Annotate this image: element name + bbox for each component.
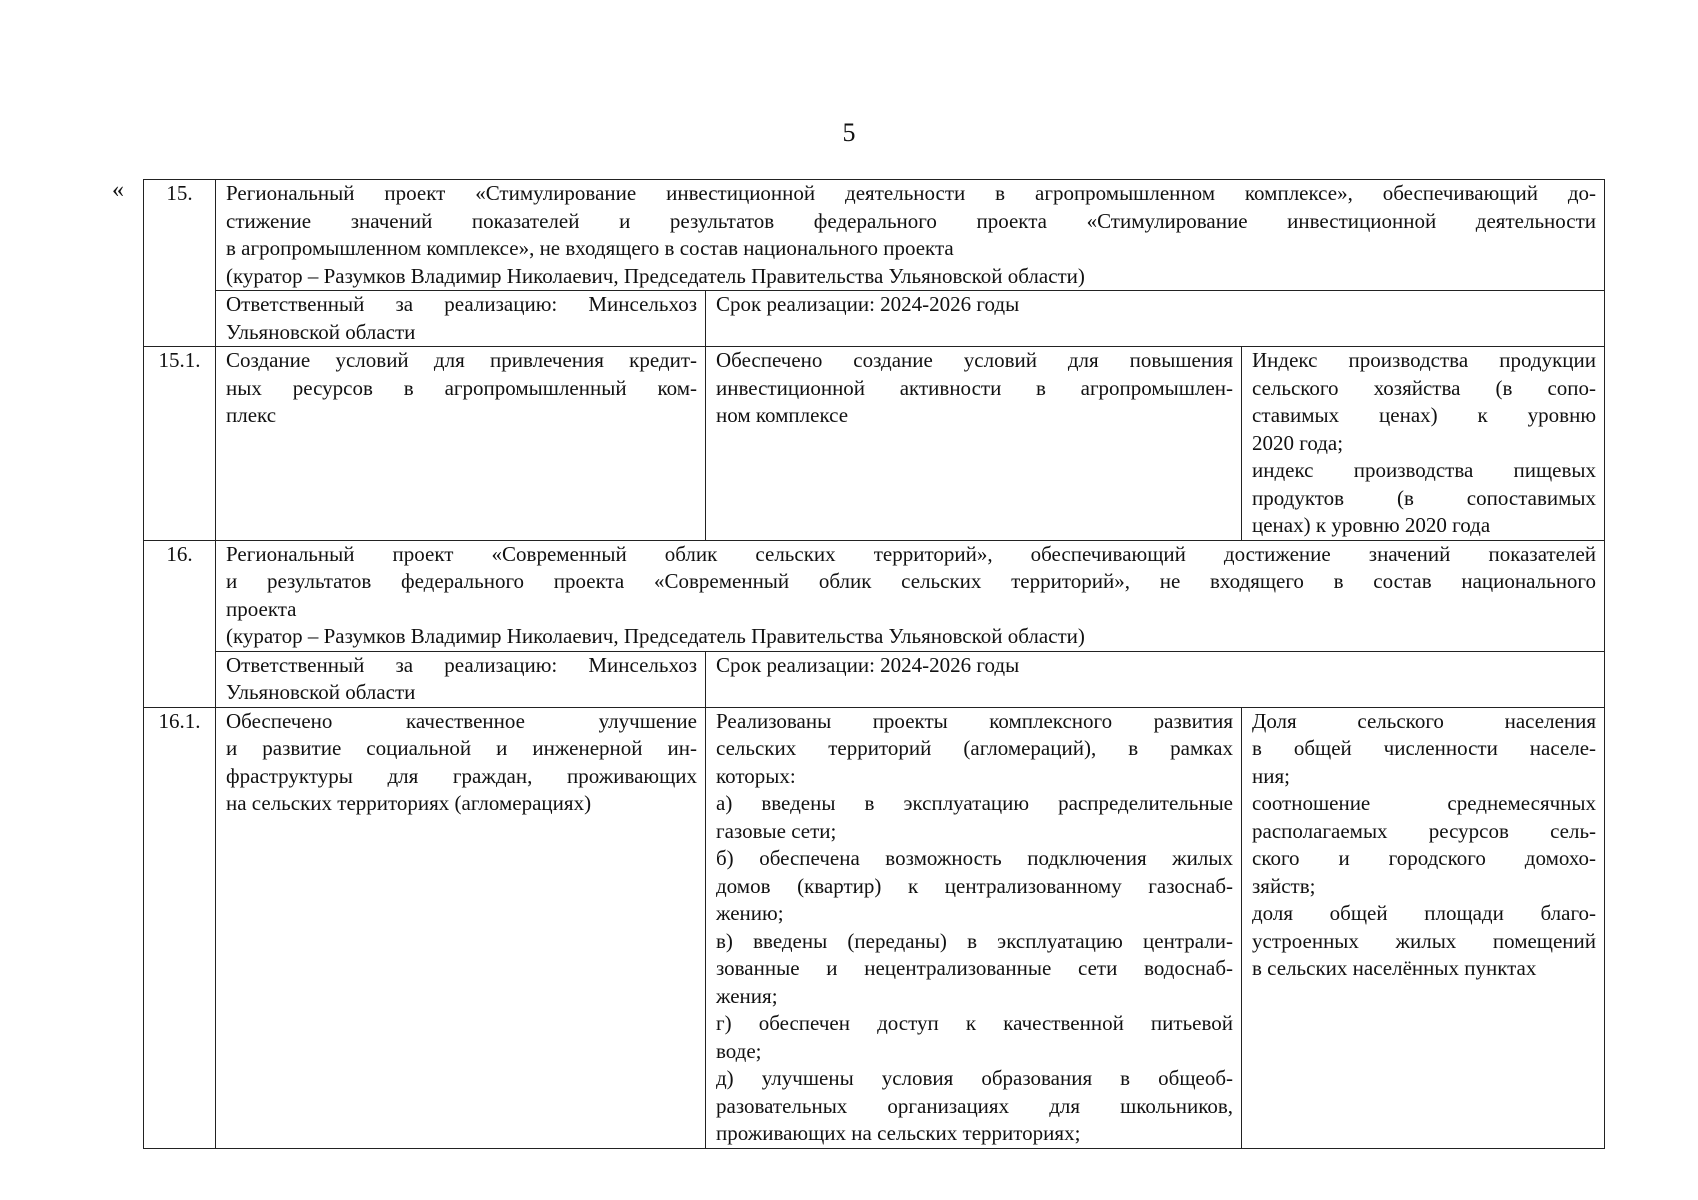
indicator-line: сельского хозяйства (в сопо- [1252,375,1597,400]
task-line: Создание условий для привлечения кредит- [226,348,697,372]
indicator-line: Доля сельского населения [1252,708,1597,733]
task-line: плекс [226,403,277,427]
result-line: проживающих на сельских территориях; [716,1121,1081,1145]
task-line: Обеспечено качественное улучшение [226,708,697,733]
indicator-line: индекс производства пищевых [1252,458,1597,482]
term-cell: Срок реализации: 2024-2026 годы [706,291,1605,347]
result-line: воде; [716,1038,762,1063]
project-title-line: и результатов федерального проекта «Современный облик сельских территорий», не входящего в состав национального [226,569,1597,593]
project-row-15-meta [144,291,1605,347]
result-line: которых: [716,763,796,788]
indicator-line: ценах) к уровню 2020 года [1252,513,1491,537]
result-line: газовые сети; [716,818,837,843]
row-number: 15.1. [144,347,216,541]
result-cell [706,707,1242,1148]
regional-projects-table [143,179,1605,1149]
page-number: 5 [842,118,856,147]
task-row-15-1 [144,347,1605,541]
result-line: разовательных организациях для школьников, [716,1093,1233,1118]
task-line: фраструктуры для граждан, проживающих [226,763,697,788]
responsible-cell: Ответственный за реализацию: Минсельхоз Ульяновской области [216,291,706,347]
result-line: в) введены (переданы) в эксплуатацию централи- [716,928,1233,953]
opening-quote-mark: « [112,177,124,203]
indicator-line: продуктов (в сопоставимых [1252,485,1597,510]
indicator-line: Индекс производства продукции [1252,348,1597,372]
indicator-line: в общей численности населе- [1252,736,1597,760]
project-row-16 [144,540,1605,651]
result-line: жения; [716,983,778,1008]
task-row-16-1 [144,707,1605,1148]
term-cell: Срок реализации: 2024-2026 годы [706,651,1605,707]
task-cell [216,707,706,1148]
indicator-cell [1242,347,1605,541]
row-number: 15. [144,180,216,347]
result-cell [706,347,1242,541]
result-line: Обеспечено создание условий для повышения [716,348,1233,372]
indicator-line: зяйств; [1252,873,1316,898]
project-title [216,540,1605,651]
project-title-line: проекта [226,596,297,621]
row-number: 16. [144,540,216,707]
task-line: и развитие социальной и инженерной ин- [226,736,697,760]
task-cell [216,347,706,541]
result-line: д) улучшены условия образования в общеоб- [716,1066,1233,1090]
indicator-line: ставимых ценах) к уровню [1252,403,1597,427]
result-line: ном комплексе [716,403,849,427]
result-line: а) введены в эксплуатацию распределительные [716,791,1233,815]
row-number: 16.1. [144,707,216,1148]
project-title-line: Региональный проект «Современный облик сельских территорий», обеспечивающий достижение значений показателей [226,541,1597,566]
result-line: сельских территорий (агломераций), в рамках [716,736,1233,760]
result-line: Реализованы проекты комплексного развития [716,708,1233,733]
project-row-16-meta [144,651,1605,707]
task-line: на сельских территориях (агломерациях) [226,791,592,815]
responsible-cell: Ответственный за реализацию: Минсельхоз Ульяновской области [216,651,706,707]
indicator-cell [1242,707,1605,1148]
indicator-line: устроенных жилых помещений [1252,928,1597,953]
project-curator: (куратор – Разумков Владимир Николаевич, Председатель Правительства Ульяновской области) [226,263,1085,288]
project-title-line: стижение значений показателей и результатов федерального проекта «Стимулирование инвестиционной деятельности [226,208,1597,233]
result-line: б) обеспечена возможность подключения жилых [716,846,1233,870]
indicator-line: доля общей площади благо- [1252,901,1597,925]
result-line: зованные и нецентрализованные сети водоснаб- [716,956,1233,980]
result-line: жению; [716,901,784,925]
indicator-line: соотношение среднемесячных [1252,791,1597,815]
result-line: домов (квартир) к централизованному газоснаб- [716,873,1233,898]
project-title-line: Региональный проект «Стимулирование инвестиционной деятельности в агропромышленном комплексе», обеспечивающий до- [226,181,1597,205]
indicator-line: располагаемых ресурсов сель- [1252,818,1597,843]
project-title-line: в агропромышленном комплексе», не входящего в состав национального проекта [226,236,954,260]
project-curator: (куратор – Разумков Владимир Николаевич, Председатель Правительства Ульяновской области) [226,624,1085,648]
project-row-15 [144,180,1605,291]
indicator-line: в сельских населённых пунктах [1252,956,1537,980]
result-line: г) обеспечен доступ к качественной питьевой [716,1011,1233,1035]
result-line: инвестиционной активности в агропромышлен- [716,375,1233,400]
indicator-line: ского и городского домохо- [1252,846,1597,870]
task-line: ных ресурсов в агропромышленный ком- [226,375,697,400]
project-title [216,180,1605,291]
indicator-line: 2020 года; [1252,430,1344,455]
indicator-line: ния; [1252,763,1290,788]
